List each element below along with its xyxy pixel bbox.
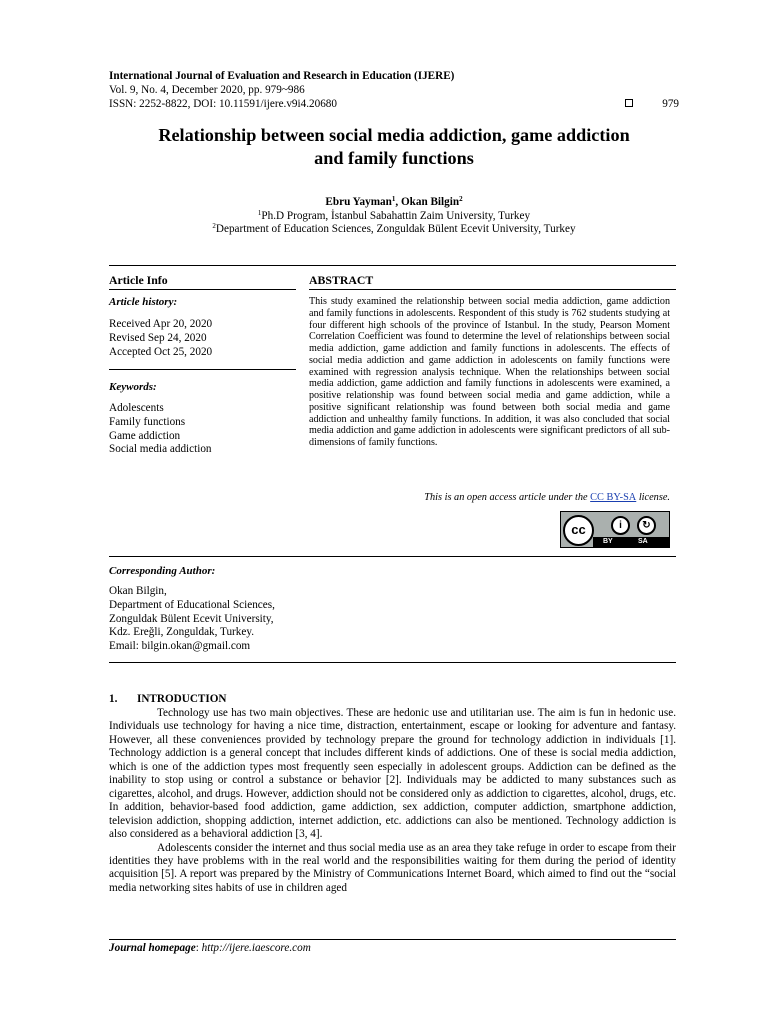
accepted-date: Accepted Oct 25, 2020 <box>109 345 213 358</box>
history-dates <box>109 318 212 359</box>
volume-line: Vol. 9, No. 4, December 2020, pp. 979~986 <box>109 84 305 96</box>
history-rule <box>109 369 296 370</box>
body-paragraph: Adolescents consider the internet and thus social media use as an area they take refuge in order to escape from their identities they have problems with in the real world and the responsibilities waiting for them during the period of identity acquisition [5]. A report was prepared by the Ministry of Communications Internet Board, which aimed to find out the “social media networking sites habits of use in children aged <box>109 841 676 894</box>
revised-date: Revised Sep 24, 2020 <box>109 331 207 344</box>
info-top-rule <box>109 265 676 266</box>
issn-line: ISSN: 2252-8822, DOI: 10.11591/ijere.v9i4.20680 <box>109 98 337 110</box>
authors-block <box>100 196 688 237</box>
info-bottom-rule <box>109 662 676 663</box>
affiliation-1 <box>100 210 688 224</box>
received-date: Received Apr 20, 2020 <box>109 318 213 330</box>
article-info-heading: Article Info <box>109 273 168 287</box>
introduction-body <box>109 707 676 895</box>
section-number: 1. <box>109 693 118 705</box>
corresponding-city: Kdz. Ereğli, Zonguldak, Turkey. <box>109 626 255 639</box>
abstract-rule <box>309 289 676 290</box>
aff-2-sup: 2 <box>212 222 216 230</box>
open-access-prefix: This is an open access article under the <box>424 492 591 503</box>
journal-homepage <box>109 942 311 954</box>
corresponding-dept: Department of Educational Sciences, <box>109 598 275 611</box>
section-title: INTRODUCTION <box>137 693 227 705</box>
journal-header <box>109 69 679 111</box>
corresponding-name: Okan Bilgin, <box>109 585 167 597</box>
sa-label: SA <box>638 538 648 545</box>
affiliation-2 <box>100 223 688 237</box>
introduction-heading <box>109 693 227 705</box>
badge-strip <box>593 537 669 547</box>
by-label: BY <box>603 538 613 545</box>
page-number: 979 <box>662 98 679 110</box>
homepage-url[interactable]: http://ijere.iaescore.com <box>201 942 311 954</box>
corresponding-university: Zonguldak Bülent Ecevit University, <box>109 612 274 625</box>
attribution-icon: i <box>611 516 630 535</box>
homepage-separator: : <box>195 942 202 954</box>
author-1-sup: 1 <box>391 195 396 203</box>
title-line-2: and family functions <box>314 148 474 168</box>
paper-title <box>100 124 688 170</box>
open-access-suffix: license. <box>636 492 670 503</box>
corresponding-label: Corresponding Author: <box>109 565 216 577</box>
corresponding-rule <box>109 556 676 557</box>
abstract-heading: ABSTRACT <box>309 273 374 287</box>
author-names <box>100 196 688 210</box>
author-1: Ebru Yayman <box>325 196 392 208</box>
title-line-1: Relationship between social media addiction, game addiction <box>158 125 630 145</box>
author-separator: , <box>395 196 401 208</box>
history-label: Article history: <box>109 296 178 308</box>
abstract-text: This study examined the relationship between social media addiction, game addiction and family functions in adolescents. Respondent of this study is 762 students studying at four different high schools of the province of Istanbul. In the study, Pearson Moment Correlation Coefficient was found to determine the level of relationships between social media addiction, game addiction and family functions in adolescents. The effects of social media addiction and game addiction in adolescents on family functions were examined with regression analysis technique. When the relationships between social media addiction, game addiction and family functions in adolescents were examined, a positive relationship was found between social media and game addiction, while a positive significant relationship was found between both social media and game addiction and unhealthy family functions. In addition, it was also concluded that social media addiction and game addiction in adolescents were significant predictors of all sub-dimensions of family functions. <box>309 296 670 448</box>
author-2-sup: 2 <box>459 195 463 203</box>
article-info-rule <box>109 289 296 290</box>
corresponding-email: Email: bilgin.okan@gmail.com <box>109 640 251 653</box>
footer-rule <box>109 939 676 940</box>
aff-1-text: Ph.D Program, İstanbul Sabahattin Zaim University, Turkey <box>261 209 531 222</box>
author-2: Okan Bilgin <box>400 196 460 208</box>
square-icon <box>625 99 633 107</box>
homepage-label: Journal homepage <box>109 942 196 954</box>
keywords-list <box>109 402 212 457</box>
journal-name: International Journal of Evaluation and Research in Education (IJERE) <box>109 70 455 82</box>
keyword-item: Game addiction <box>109 429 181 442</box>
keywords-label: Keywords: <box>109 381 157 393</box>
keyword-item: Social media addiction <box>109 443 212 456</box>
keyword-item: Adolescents <box>109 402 164 414</box>
body-paragraph: Technology use has two main objectives. These are hedonic use and utilitarian use. The aim is fun in hedonic use. Individuals use technology for having a nice time, distraction, entertainment, escape or looking for adventure and fantasy. However, all these conveniences provided by technology prepare the ground for technology addiction in individuals [1]. Technology addiction is a general concept that includes different kinds of addictions. One of these is social media addiction, which is one of the addiction types most frequently seen especially in adolescent groups. Addiction can be defined as the inability to stop using or control a substance or behavior [2]. Individuals may be addicted to many substances such as cigarettes, alcohol, and drugs. However, addiction should not be considered only as addiction to cigarettes, alcohol, drugs, etc. In addition, behavior-based food addiction, game addiction, sex addiction, computer addiction, smartphone addiction, television addiction, shopping addiction, internet addiction, etc. addictions can also be mentioned. Technology addiction is also considered as a behavioral addiction [3, 4]. <box>109 707 676 841</box>
aff-2-text: Department of Education Sciences, Zonguldak Bülent Ecevit University, Turkey <box>215 223 576 235</box>
issn-row <box>109 97 679 111</box>
open-access-note <box>309 492 670 503</box>
share-alike-icon: ↻ <box>637 516 656 535</box>
cc-icon: cc <box>563 515 594 546</box>
license-link[interactable]: CC BY-SA <box>590 492 637 503</box>
corresponding-details <box>109 585 275 654</box>
keyword-item: Family functions <box>109 415 186 428</box>
aff-1-sup: 1 <box>257 208 262 217</box>
cc-by-sa-badge[interactable] <box>560 511 670 548</box>
